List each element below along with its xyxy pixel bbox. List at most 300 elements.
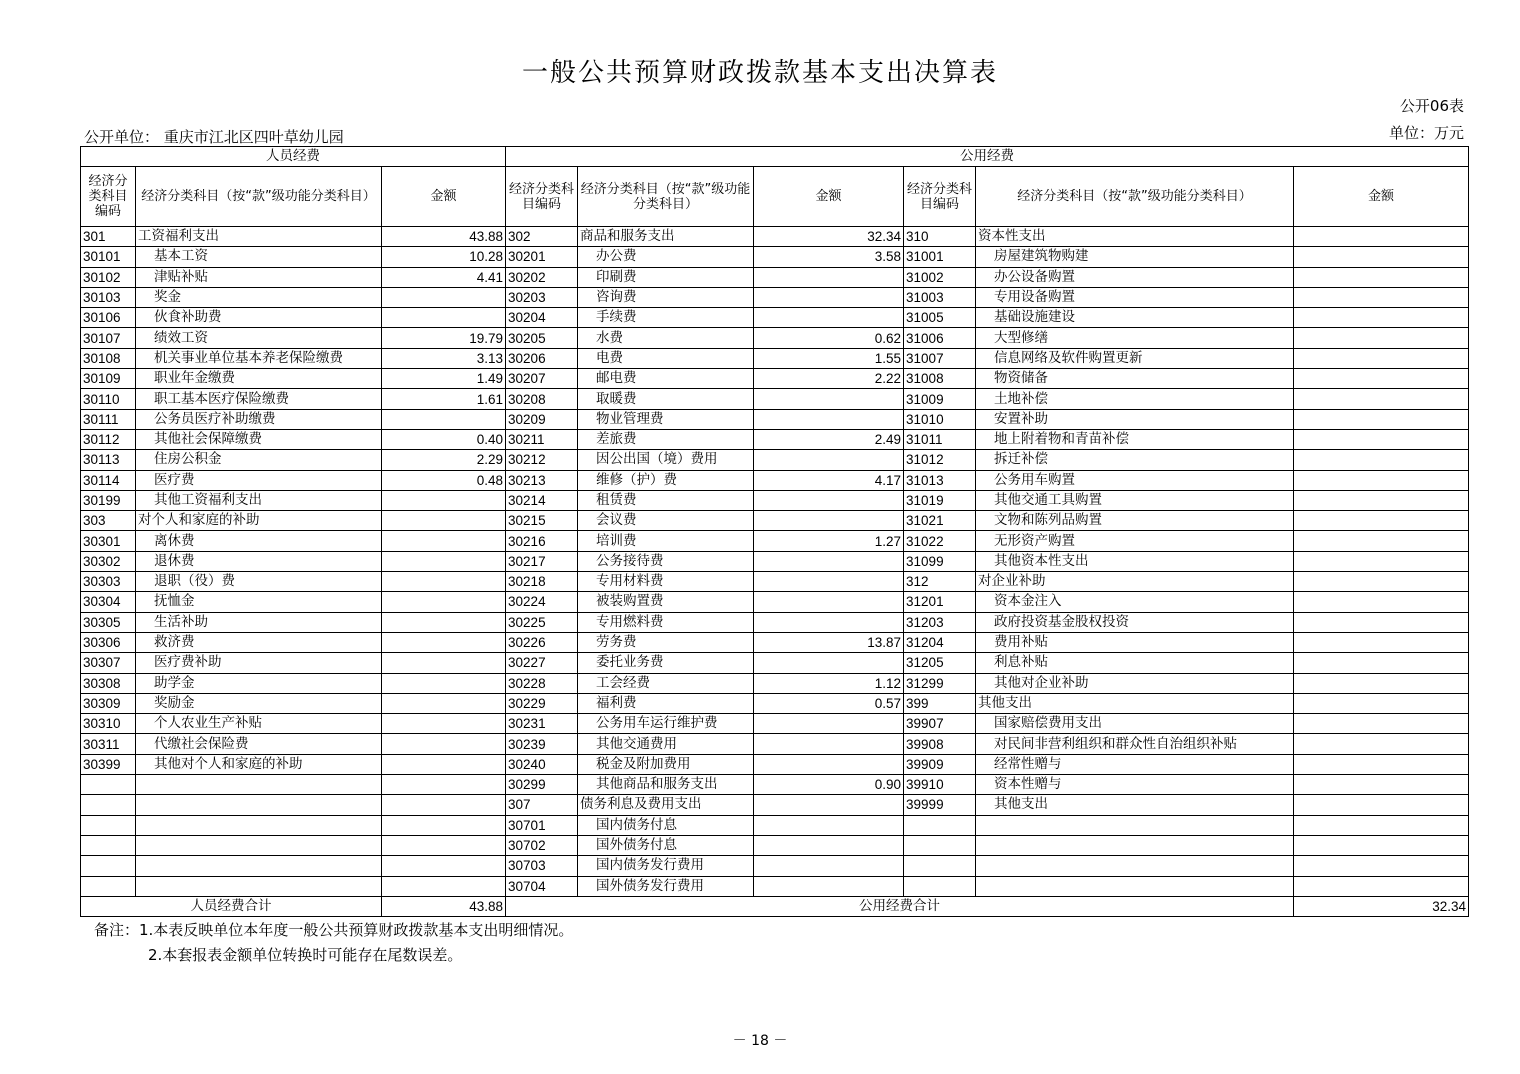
cell-name: 费用补贴 xyxy=(976,632,1294,652)
cell-code: 302 xyxy=(506,227,578,247)
cell-code: 31006 xyxy=(904,328,976,348)
cell-amount xyxy=(1294,369,1469,389)
cell-code xyxy=(904,835,976,855)
cell-name: 医疗费 xyxy=(136,470,382,490)
cell-name: 物业管理费 xyxy=(578,409,754,429)
cell-code: 399 xyxy=(904,693,976,713)
cell-name: 其他支出 xyxy=(976,795,1294,815)
cell-amount xyxy=(1294,551,1469,571)
group-header-row xyxy=(81,147,1469,167)
cell-name: 商品和服务支出 xyxy=(578,227,754,247)
cell-amount: 1.12 xyxy=(754,673,904,693)
table-row xyxy=(81,227,1469,247)
table-row xyxy=(81,835,1469,855)
cell-name: 邮电费 xyxy=(578,369,754,389)
cell-code: 30310 xyxy=(81,714,136,734)
cell-name: 因公出国（境）费用 xyxy=(578,450,754,470)
cell-name: 其他对个人和家庭的补助 xyxy=(136,754,382,774)
cell-amount xyxy=(1294,409,1469,429)
cell-code: 30202 xyxy=(506,267,578,287)
cell-name: 咨询费 xyxy=(578,287,754,307)
table-row xyxy=(81,348,1469,368)
cell-name: 地上附着物和青苗补偿 xyxy=(976,429,1294,449)
cell-code: 31002 xyxy=(904,267,976,287)
cell-name: 代缴社会保险费 xyxy=(136,734,382,754)
cell-amount xyxy=(382,653,506,673)
cell-code: 30214 xyxy=(506,490,578,510)
form-number: 公开06表 xyxy=(1399,97,1464,115)
cell-amount xyxy=(1294,511,1469,531)
cell-amount: 0.62 xyxy=(754,328,904,348)
cell-amount xyxy=(1294,470,1469,490)
cell-code xyxy=(81,775,136,795)
cell-code: 30201 xyxy=(506,247,578,267)
cell-name: 文物和陈列品购置 xyxy=(976,511,1294,531)
cell-name: 退休费 xyxy=(136,551,382,571)
cell-code: 301 xyxy=(81,227,136,247)
cell-name: 福利费 xyxy=(578,693,754,713)
cell-amount xyxy=(382,287,506,307)
cell-name xyxy=(976,835,1294,855)
table-row xyxy=(81,734,1469,754)
cell-amount xyxy=(754,308,904,328)
cell-name: 国外债务发行费用 xyxy=(578,876,754,896)
cell-amount xyxy=(1294,450,1469,470)
cell-code: 30103 xyxy=(81,287,136,307)
reporting-unit: 公开单位： 重庆市江北区四叶草幼儿园 xyxy=(84,128,344,146)
table-row xyxy=(81,287,1469,307)
table-row xyxy=(81,673,1469,693)
cell-amount: 3.13 xyxy=(382,348,506,368)
cell-name: 住房公积金 xyxy=(136,450,382,470)
cell-code: 30110 xyxy=(81,389,136,409)
cell-amount xyxy=(754,551,904,571)
cell-name: 印刷费 xyxy=(578,267,754,287)
cell-amount xyxy=(1294,653,1469,673)
cell-name: 公务用车购置 xyxy=(976,470,1294,490)
cell-amount xyxy=(382,572,506,592)
cell-amount: 0.57 xyxy=(754,693,904,713)
cell-name: 生活补助 xyxy=(136,612,382,632)
cell-name: 退职（役）费 xyxy=(136,572,382,592)
cell-amount: 1.27 xyxy=(754,531,904,551)
cell-amount xyxy=(1294,490,1469,510)
cell-code: 30303 xyxy=(81,572,136,592)
cell-amount xyxy=(1294,572,1469,592)
table-row xyxy=(81,490,1469,510)
cell-code: 30206 xyxy=(506,348,578,368)
cell-code: 39910 xyxy=(904,775,976,795)
cell-amount: 1.61 xyxy=(382,389,506,409)
cell-name xyxy=(136,876,382,896)
cell-name: 房屋建筑物购建 xyxy=(976,247,1294,267)
cell-amount xyxy=(754,856,904,876)
cell-code: 30218 xyxy=(506,572,578,592)
table-row xyxy=(81,511,1469,531)
cell-amount: 2.22 xyxy=(754,369,904,389)
cell-code: 30304 xyxy=(81,592,136,612)
cell-code xyxy=(904,876,976,896)
cell-name xyxy=(976,815,1294,835)
cell-name: 国家赔偿费用支出 xyxy=(976,714,1294,734)
cell-name: 会议费 xyxy=(578,511,754,531)
cell-code: 31009 xyxy=(904,389,976,409)
cell-name: 公务员医疗补助缴费 xyxy=(136,409,382,429)
cell-amount xyxy=(1294,612,1469,632)
cell-code: 39909 xyxy=(904,754,976,774)
page-number: － 18 － xyxy=(732,1033,788,1049)
cell-name: 资本性赠与 xyxy=(976,775,1294,795)
cell-amount: 4.17 xyxy=(754,470,904,490)
cell-name xyxy=(136,835,382,855)
cell-amount: 0.90 xyxy=(754,775,904,795)
table-row xyxy=(81,369,1469,389)
cell-amount xyxy=(754,592,904,612)
cell-amount xyxy=(1294,328,1469,348)
cell-name xyxy=(976,856,1294,876)
cell-code: 30217 xyxy=(506,551,578,571)
cell-name: 税金及附加费用 xyxy=(578,754,754,774)
table-row xyxy=(81,328,1469,348)
cell-name: 维修（护）费 xyxy=(578,470,754,490)
cell-amount xyxy=(754,511,904,531)
cell-amount xyxy=(1294,775,1469,795)
cell-code: 30208 xyxy=(506,389,578,409)
cell-name: 离休费 xyxy=(136,531,382,551)
cell-name: 政府投资基金股权投资 xyxy=(976,612,1294,632)
page-title: 一般公共预算财政拨款基本支出决算表 xyxy=(521,58,998,88)
cell-code: 31205 xyxy=(904,653,976,673)
personnel-total-amount: 43.88 xyxy=(382,896,506,916)
cell-code: 30106 xyxy=(81,308,136,328)
cell-amount xyxy=(754,815,904,835)
note-line-1: 备注：1.本表反映单位本年度一般公共预算财政拨款基本支出明细情况。 xyxy=(94,921,574,939)
cell-code: 31299 xyxy=(904,673,976,693)
cell-name: 国内债务付息 xyxy=(578,815,754,835)
cell-amount xyxy=(1294,429,1469,449)
table-row xyxy=(81,754,1469,774)
cell-name: 对个人和家庭的补助 xyxy=(136,511,382,531)
cell-amount: 0.48 xyxy=(382,470,506,490)
cell-name: 办公设备购置 xyxy=(976,267,1294,287)
cell-amount: 13.87 xyxy=(754,632,904,652)
note-line-2: 2.本套报表金额单位转换时可能存在尾数误差。 xyxy=(148,946,463,964)
cell-name: 机关事业单位基本养老保险缴费 xyxy=(136,348,382,368)
cell-amount xyxy=(382,490,506,510)
col-header-amount: 金额 xyxy=(382,167,506,227)
cell-name: 无形资产购置 xyxy=(976,531,1294,551)
table-row xyxy=(81,572,1469,592)
cell-amount: 1.49 xyxy=(382,369,506,389)
cell-name: 安置补助 xyxy=(976,409,1294,429)
cell-amount xyxy=(1294,815,1469,835)
cell-amount xyxy=(754,734,904,754)
cell-code: 31201 xyxy=(904,592,976,612)
cell-code: 30301 xyxy=(81,531,136,551)
cell-code: 31012 xyxy=(904,450,976,470)
cell-name: 职业年金缴费 xyxy=(136,369,382,389)
cell-code: 30226 xyxy=(506,632,578,652)
cell-code: 31099 xyxy=(904,551,976,571)
cell-code: 30205 xyxy=(506,328,578,348)
cell-amount xyxy=(1294,287,1469,307)
cell-code: 31007 xyxy=(904,348,976,368)
cell-name: 救济费 xyxy=(136,632,382,652)
table-row xyxy=(81,876,1469,896)
table-row xyxy=(81,247,1469,267)
cell-amount xyxy=(754,409,904,429)
cell-amount xyxy=(1294,734,1469,754)
cell-name: 职工基本医疗保险缴费 xyxy=(136,389,382,409)
cell-name: 对民间非营利组织和群众性自治组织补贴 xyxy=(976,734,1294,754)
cell-code xyxy=(81,795,136,815)
cell-name: 国内债务发行费用 xyxy=(578,856,754,876)
cell-amount xyxy=(382,409,506,429)
col-header-code: 经济分类科目编码 xyxy=(904,167,976,227)
table-row xyxy=(81,653,1469,673)
cell-code xyxy=(904,815,976,835)
table-row xyxy=(81,389,1469,409)
cell-code: 30224 xyxy=(506,592,578,612)
cell-amount: 43.88 xyxy=(382,227,506,247)
cell-name: 基本工资 xyxy=(136,247,382,267)
cell-amount xyxy=(382,308,506,328)
cell-name: 被装购置费 xyxy=(578,592,754,612)
cell-code: 30399 xyxy=(81,754,136,774)
cell-code: 30101 xyxy=(81,247,136,267)
cell-name: 差旅费 xyxy=(578,429,754,449)
cell-code: 30308 xyxy=(81,673,136,693)
cell-amount: 19.79 xyxy=(382,328,506,348)
cell-code: 30702 xyxy=(506,835,578,855)
cell-amount xyxy=(382,734,506,754)
cell-amount xyxy=(754,450,904,470)
cell-amount xyxy=(754,389,904,409)
expenditure-table xyxy=(80,146,1469,917)
table-row xyxy=(81,450,1469,470)
personnel-total-label: 人员经费合计 xyxy=(81,896,382,916)
cell-name: 抚恤金 xyxy=(136,592,382,612)
cell-name: 对企业补助 xyxy=(976,572,1294,592)
cell-name: 经常性赠与 xyxy=(976,754,1294,774)
cell-amount xyxy=(754,795,904,815)
cell-code: 30307 xyxy=(81,653,136,673)
cell-code: 31003 xyxy=(904,287,976,307)
cell-amount: 0.40 xyxy=(382,429,506,449)
cell-name: 租赁费 xyxy=(578,490,754,510)
cell-amount xyxy=(382,835,506,855)
cell-amount xyxy=(754,876,904,896)
cell-code: 31005 xyxy=(904,308,976,328)
cell-code xyxy=(81,856,136,876)
cell-code: 39999 xyxy=(904,795,976,815)
cell-name: 其他工资福利支出 xyxy=(136,490,382,510)
table-row xyxy=(81,592,1469,612)
cell-amount xyxy=(382,815,506,835)
table-row xyxy=(81,612,1469,632)
cell-name: 利息补贴 xyxy=(976,653,1294,673)
public-group-header: 公用经费 xyxy=(506,147,1469,167)
cell-code: 30701 xyxy=(506,815,578,835)
cell-code xyxy=(81,876,136,896)
cell-name: 取暖费 xyxy=(578,389,754,409)
cell-amount xyxy=(382,795,506,815)
cell-name: 医疗费补助 xyxy=(136,653,382,673)
cell-amount: 4.41 xyxy=(382,267,506,287)
table-row xyxy=(81,470,1469,490)
col-header-name: 经济分类科目（按“款”级功能分类科目） xyxy=(136,167,382,227)
table-row xyxy=(81,815,1469,835)
cell-code: 30112 xyxy=(81,429,136,449)
cell-amount xyxy=(754,653,904,673)
cell-code: 31010 xyxy=(904,409,976,429)
cell-amount xyxy=(382,551,506,571)
cell-code: 310 xyxy=(904,227,976,247)
cell-name: 国外债务付息 xyxy=(578,835,754,855)
currency-unit: 单位：万元 xyxy=(1388,124,1464,142)
cell-code: 303 xyxy=(81,511,136,531)
cell-amount xyxy=(1294,795,1469,815)
cell-name: 伙食补助费 xyxy=(136,308,382,328)
cell-code: 30231 xyxy=(506,714,578,734)
cell-amount xyxy=(382,693,506,713)
cell-amount xyxy=(1294,714,1469,734)
cell-code: 30199 xyxy=(81,490,136,510)
cell-code: 31021 xyxy=(904,511,976,531)
cell-amount xyxy=(1294,754,1469,774)
cell-name xyxy=(136,775,382,795)
cell-name xyxy=(976,876,1294,896)
personnel-group-header: 人员经费 xyxy=(81,147,506,167)
cell-amount: 32.34 xyxy=(754,227,904,247)
cell-code: 30309 xyxy=(81,693,136,713)
cell-code: 30704 xyxy=(506,876,578,896)
table-row xyxy=(81,409,1469,429)
cell-amount xyxy=(754,754,904,774)
cell-code: 30211 xyxy=(506,429,578,449)
table-row xyxy=(81,267,1469,287)
cell-name: 培训费 xyxy=(578,531,754,551)
cell-amount xyxy=(382,876,506,896)
cell-code xyxy=(81,835,136,855)
cell-amount xyxy=(1294,673,1469,693)
cell-amount xyxy=(1294,693,1469,713)
public-total-amount: 32.34 xyxy=(1294,896,1469,916)
cell-amount xyxy=(1294,348,1469,368)
table-row xyxy=(81,531,1469,551)
cell-code: 30229 xyxy=(506,693,578,713)
cell-amount xyxy=(1294,247,1469,267)
cell-name: 其他资本性支出 xyxy=(976,551,1294,571)
cell-name xyxy=(136,856,382,876)
cell-name xyxy=(136,815,382,835)
cell-name: 资本性支出 xyxy=(976,227,1294,247)
cell-amount xyxy=(382,632,506,652)
cell-name: 手续费 xyxy=(578,308,754,328)
cell-name: 其他交通费用 xyxy=(578,734,754,754)
cell-amount xyxy=(1294,632,1469,652)
cell-name: 工资福利支出 xyxy=(136,227,382,247)
cell-name: 委托业务费 xyxy=(578,653,754,673)
col-header-name: 经济分类科目（按“款”级功能分类科目） xyxy=(976,167,1294,227)
cell-code: 30203 xyxy=(506,287,578,307)
cell-name: 奖金 xyxy=(136,287,382,307)
cell-name: 信息网络及软件购置更新 xyxy=(976,348,1294,368)
cell-amount xyxy=(754,267,904,287)
cell-amount xyxy=(382,673,506,693)
cell-code: 31022 xyxy=(904,531,976,551)
cell-amount xyxy=(754,572,904,592)
cell-code: 31013 xyxy=(904,470,976,490)
table-row xyxy=(81,693,1469,713)
cell-name: 基础设施建设 xyxy=(976,308,1294,328)
cell-amount xyxy=(382,612,506,632)
cell-code: 30228 xyxy=(506,673,578,693)
cell-name: 助学金 xyxy=(136,673,382,693)
cell-amount: 2.29 xyxy=(382,450,506,470)
table-row xyxy=(81,551,1469,571)
totals-row xyxy=(81,896,1469,916)
cell-code: 30239 xyxy=(506,734,578,754)
public-total-label: 公用经费合计 xyxy=(506,896,1294,916)
cell-code: 31008 xyxy=(904,369,976,389)
cell-code: 30107 xyxy=(81,328,136,348)
cell-name: 其他支出 xyxy=(976,693,1294,713)
cell-name: 其他商品和服务支出 xyxy=(578,775,754,795)
cell-code: 30311 xyxy=(81,734,136,754)
column-header-row xyxy=(81,167,1469,227)
cell-code: 30302 xyxy=(81,551,136,571)
cell-code: 31204 xyxy=(904,632,976,652)
cell-amount xyxy=(1294,592,1469,612)
table-row xyxy=(81,775,1469,795)
cell-code: 312 xyxy=(904,572,976,592)
col-header-code: 经济分类科目编码 xyxy=(506,167,578,227)
col-header-name: 经济分类科目（按“款”级功能分类科目） xyxy=(578,167,754,227)
cell-name: 专用设备购置 xyxy=(976,287,1294,307)
cell-code: 30703 xyxy=(506,856,578,876)
cell-name: 其他对企业补助 xyxy=(976,673,1294,693)
table-row xyxy=(81,714,1469,734)
cell-name: 其他社会保障缴费 xyxy=(136,429,382,449)
cell-code: 30108 xyxy=(81,348,136,368)
cell-amount xyxy=(382,856,506,876)
cell-name: 电费 xyxy=(578,348,754,368)
cell-name: 劳务费 xyxy=(578,632,754,652)
cell-amount xyxy=(382,531,506,551)
cell-name: 拆迁补偿 xyxy=(976,450,1294,470)
cell-code: 30227 xyxy=(506,653,578,673)
cell-amount xyxy=(754,612,904,632)
cell-code: 31019 xyxy=(904,490,976,510)
cell-code: 30225 xyxy=(506,612,578,632)
cell-code: 30111 xyxy=(81,409,136,429)
cell-name: 专用材料费 xyxy=(578,572,754,592)
cell-amount xyxy=(754,490,904,510)
cell-code xyxy=(904,856,976,876)
cell-code: 39907 xyxy=(904,714,976,734)
cell-code: 39908 xyxy=(904,734,976,754)
cell-code: 30305 xyxy=(81,612,136,632)
cell-name: 公务用车运行维护费 xyxy=(578,714,754,734)
cell-code: 30306 xyxy=(81,632,136,652)
notes xyxy=(94,918,573,968)
cell-amount xyxy=(1294,308,1469,328)
cell-name: 物资储备 xyxy=(976,369,1294,389)
cell-code: 30216 xyxy=(506,531,578,551)
table-row xyxy=(81,795,1469,815)
cell-name: 水费 xyxy=(578,328,754,348)
